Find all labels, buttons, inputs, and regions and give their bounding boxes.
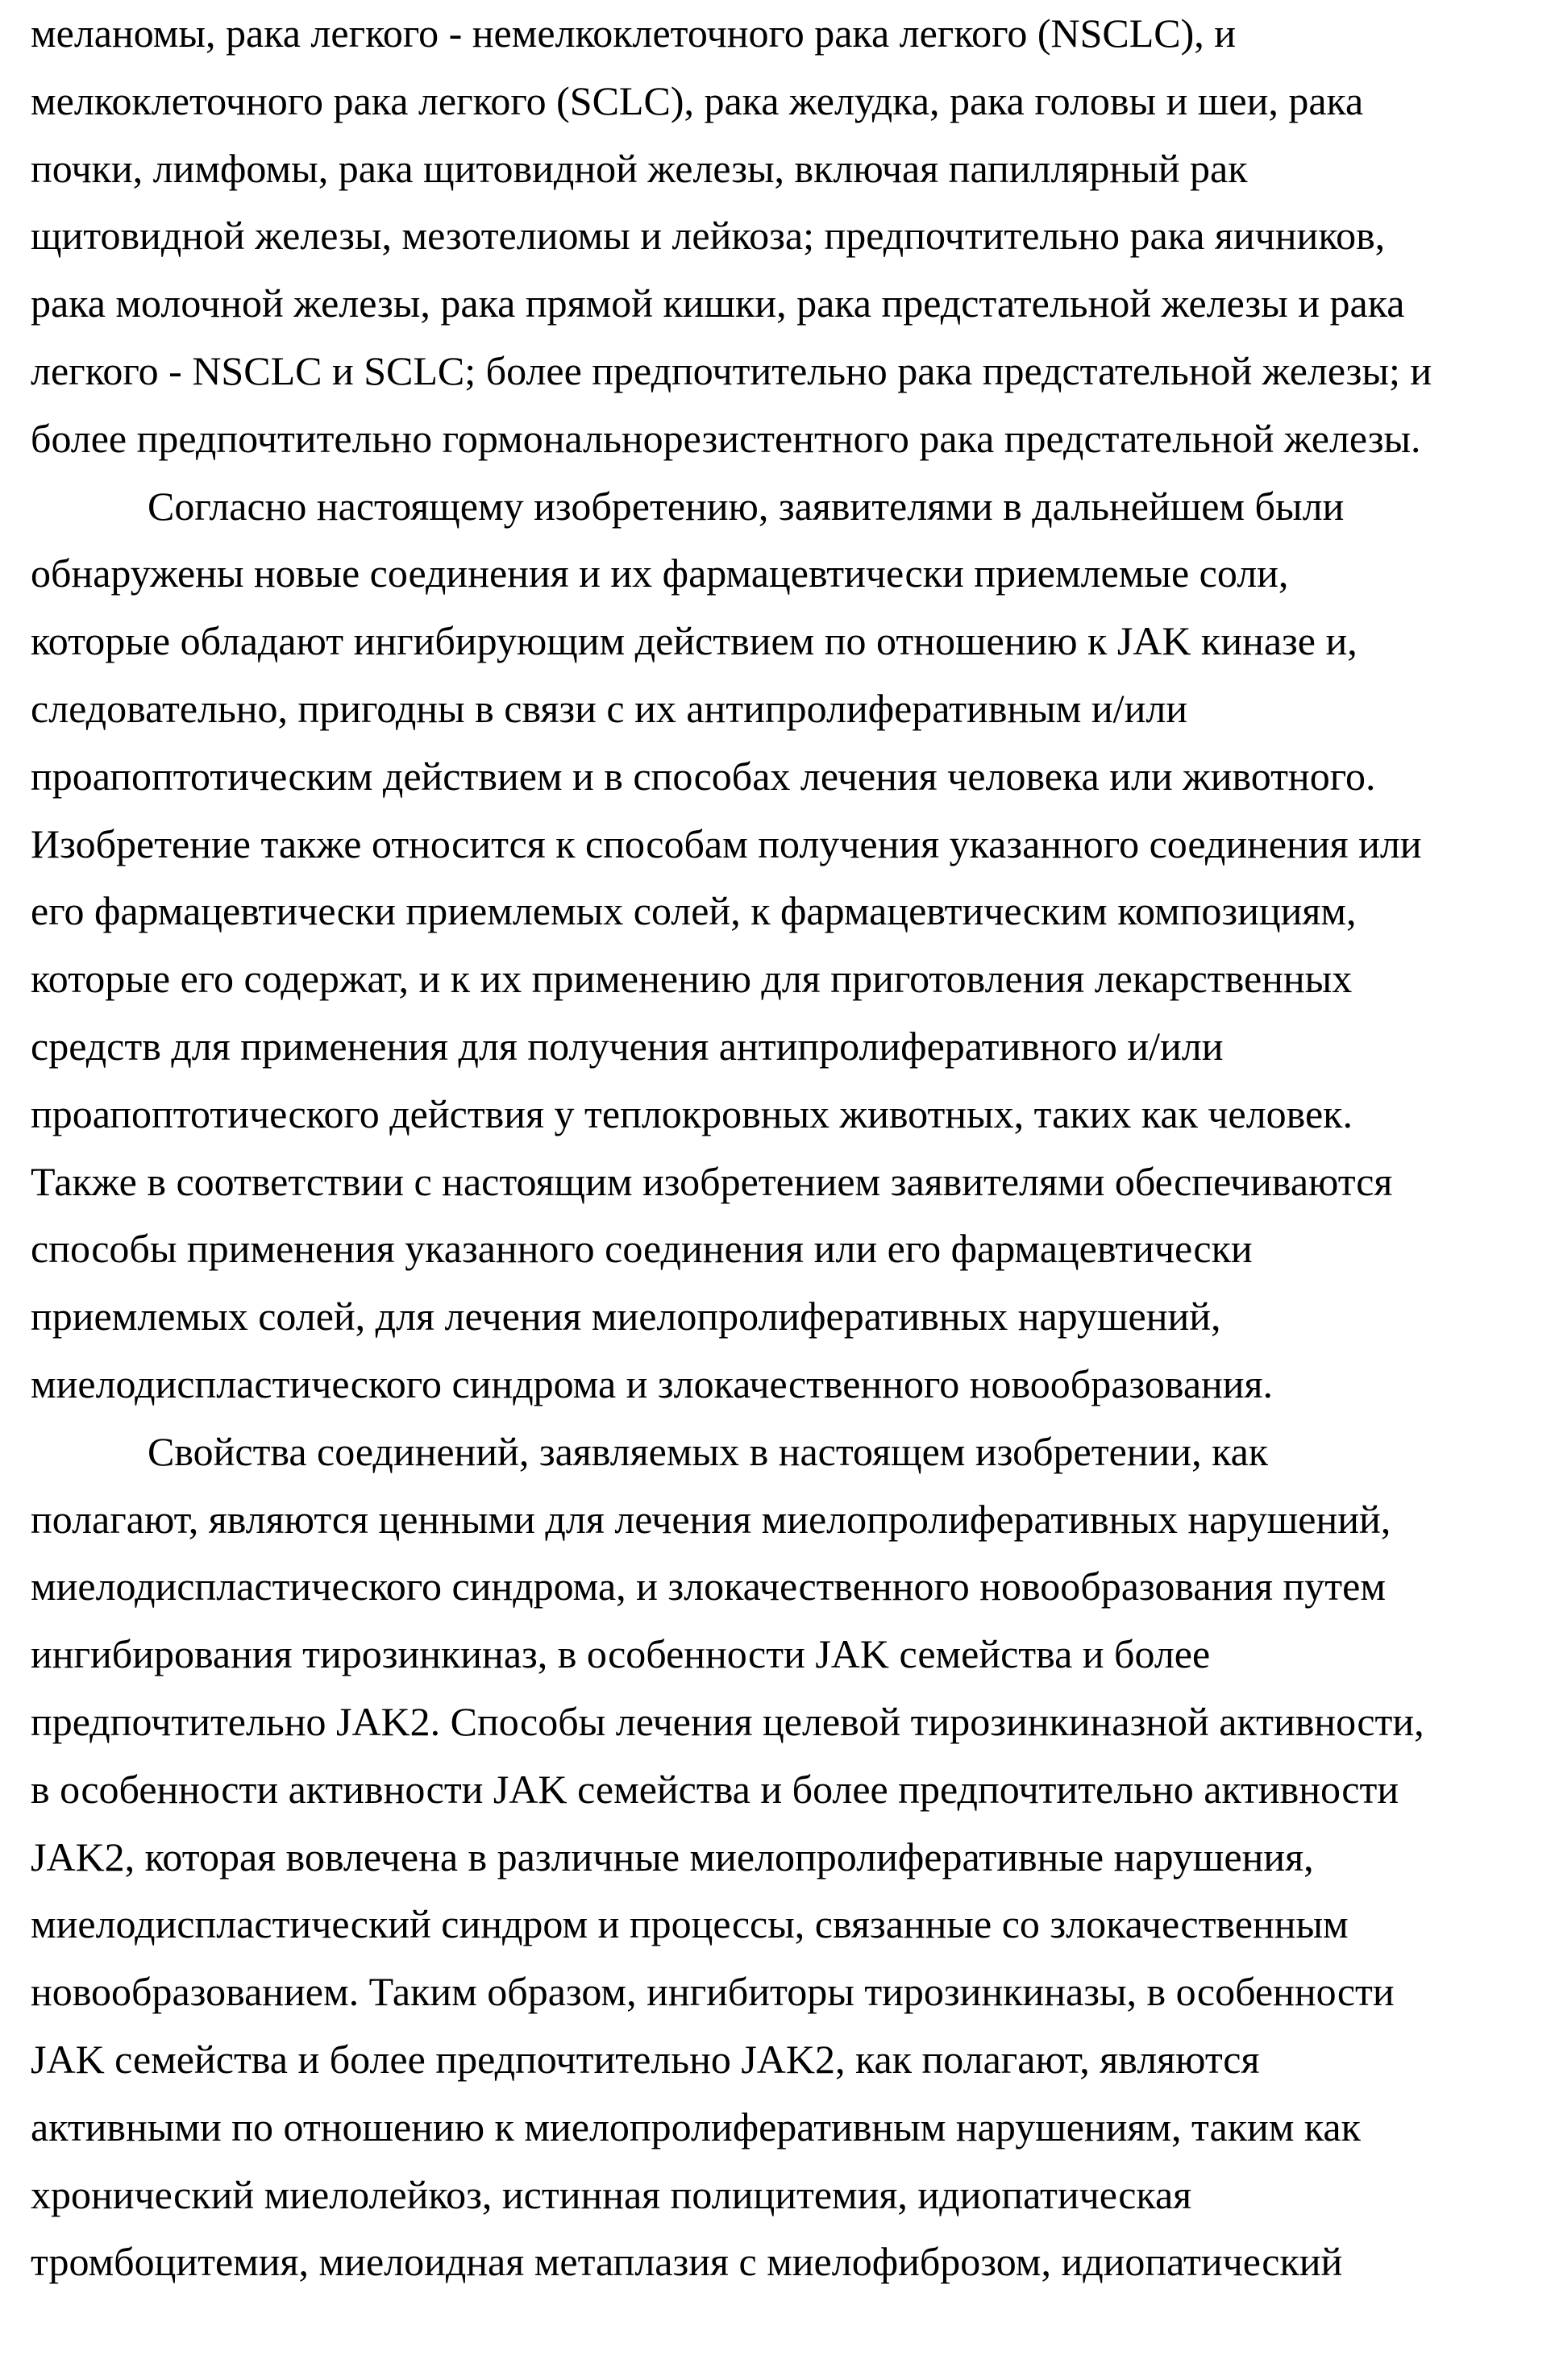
text-line: Также в соответствии с настоящим изобретением заявителями обеспечиваются — [31, 1148, 1546, 1216]
text-line: средств для применения для получения антипролиферативного и/или — [31, 1013, 1546, 1081]
text-line: щитовидной железы, мезотелиомы и лейкоза; предпочтительно рака яичников, — [31, 202, 1546, 270]
text-line: миелодиспластический синдром и процессы, связанные со злокачественным — [31, 1891, 1546, 1958]
text-line: в особенности активности JAK семейства и более предпочтительно активности — [31, 1756, 1546, 1824]
text-line: более предпочтительно гормональнорезистентного рака предстательной железы. — [31, 405, 1546, 473]
text-line: активными по отношению к миелопролиферативным нарушениям, таким как — [31, 2094, 1546, 2162]
text-line: меланомы, рака легкого - немелкоклеточного рака легкого (NSCLC), и — [31, 0, 1546, 68]
text-line: ингибирования тирозинкиназ, в особенности JAK семейства и более — [31, 1621, 1546, 1688]
text-line: его фармацевтически приемлемых солей, к фармацевтическим композициям, — [31, 878, 1546, 945]
text-line: JAK2, которая вовлечена в различные миелопролиферативные нарушения, — [31, 1824, 1546, 1892]
text-line: рака молочной железы, рака прямой кишки, рака предстательной железы и рака — [31, 270, 1546, 338]
text-line: предпочтительно JAK2. Способы лечения целевой тирозинкиназной активности, — [31, 1688, 1546, 1756]
text-line: способы применения указанного соединения или его фармацевтически — [31, 1215, 1546, 1283]
text-line: миелодиспластического синдрома и злокачественного новообразования. — [31, 1351, 1546, 1418]
text-line: мелкоклеточного рака легкого (SCLC), рака желудка, рака головы и шеи, рака — [31, 68, 1546, 135]
text-line: проапоптотического действия у теплокровных животных, таких как человек. — [31, 1081, 1546, 1148]
text-line: Свойства соединений, заявляемых в настоящем изобретении, как — [31, 1418, 1546, 1486]
text-line: хронический миелолейкоз, истинная полицитемия, идиопатическая — [31, 2162, 1546, 2229]
text-line: тромбоцитемия, миелоидная метаплазия с миелофиброзом, идиопатический — [31, 2228, 1546, 2296]
text-line: обнаружены новые соединения и их фармацевтически приемлемые соли, — [31, 540, 1546, 608]
text-line: следовательно, пригодны в связи с их антипролиферативным и/или — [31, 675, 1546, 743]
document-page — [31, 0, 1546, 2296]
text-line: легкого - NSCLC и SCLC; более предпочтительно рака предстательной железы; и — [31, 338, 1546, 405]
text-line: Изобретение также относится к способам получения указанного соединения или — [31, 811, 1546, 878]
text-line: Согласно настоящему изобретению, заявителями в дальнейшем были — [31, 473, 1546, 541]
text-line: которые обладают ингибирующим действием по отношению к JAK киназе и, — [31, 608, 1546, 675]
text-line: полагают, являются ценными для лечения миелопролиферативных нарушений, — [31, 1486, 1546, 1554]
text-line: почки, лимфомы, рака щитовидной железы, включая папиллярный рак — [31, 135, 1546, 203]
text-line: приемлемых солей, для лечения миелопролиферативных нарушений, — [31, 1283, 1546, 1351]
text-line: которые его содержат, и к их применению для приготовления лекарственных — [31, 945, 1546, 1013]
text-line: JAK семейства и более предпочтительно JAK2, как полагают, являются — [31, 2026, 1546, 2094]
text-line: проапоптотическим действием и в способах лечения человека или животного. — [31, 743, 1546, 811]
text-line: миелодиспластического синдрома, и злокачественного новообразования путем — [31, 1553, 1546, 1621]
text-line: новообразованием. Таким образом, ингибиторы тирозинкиназы, в особенности — [31, 1958, 1546, 2026]
